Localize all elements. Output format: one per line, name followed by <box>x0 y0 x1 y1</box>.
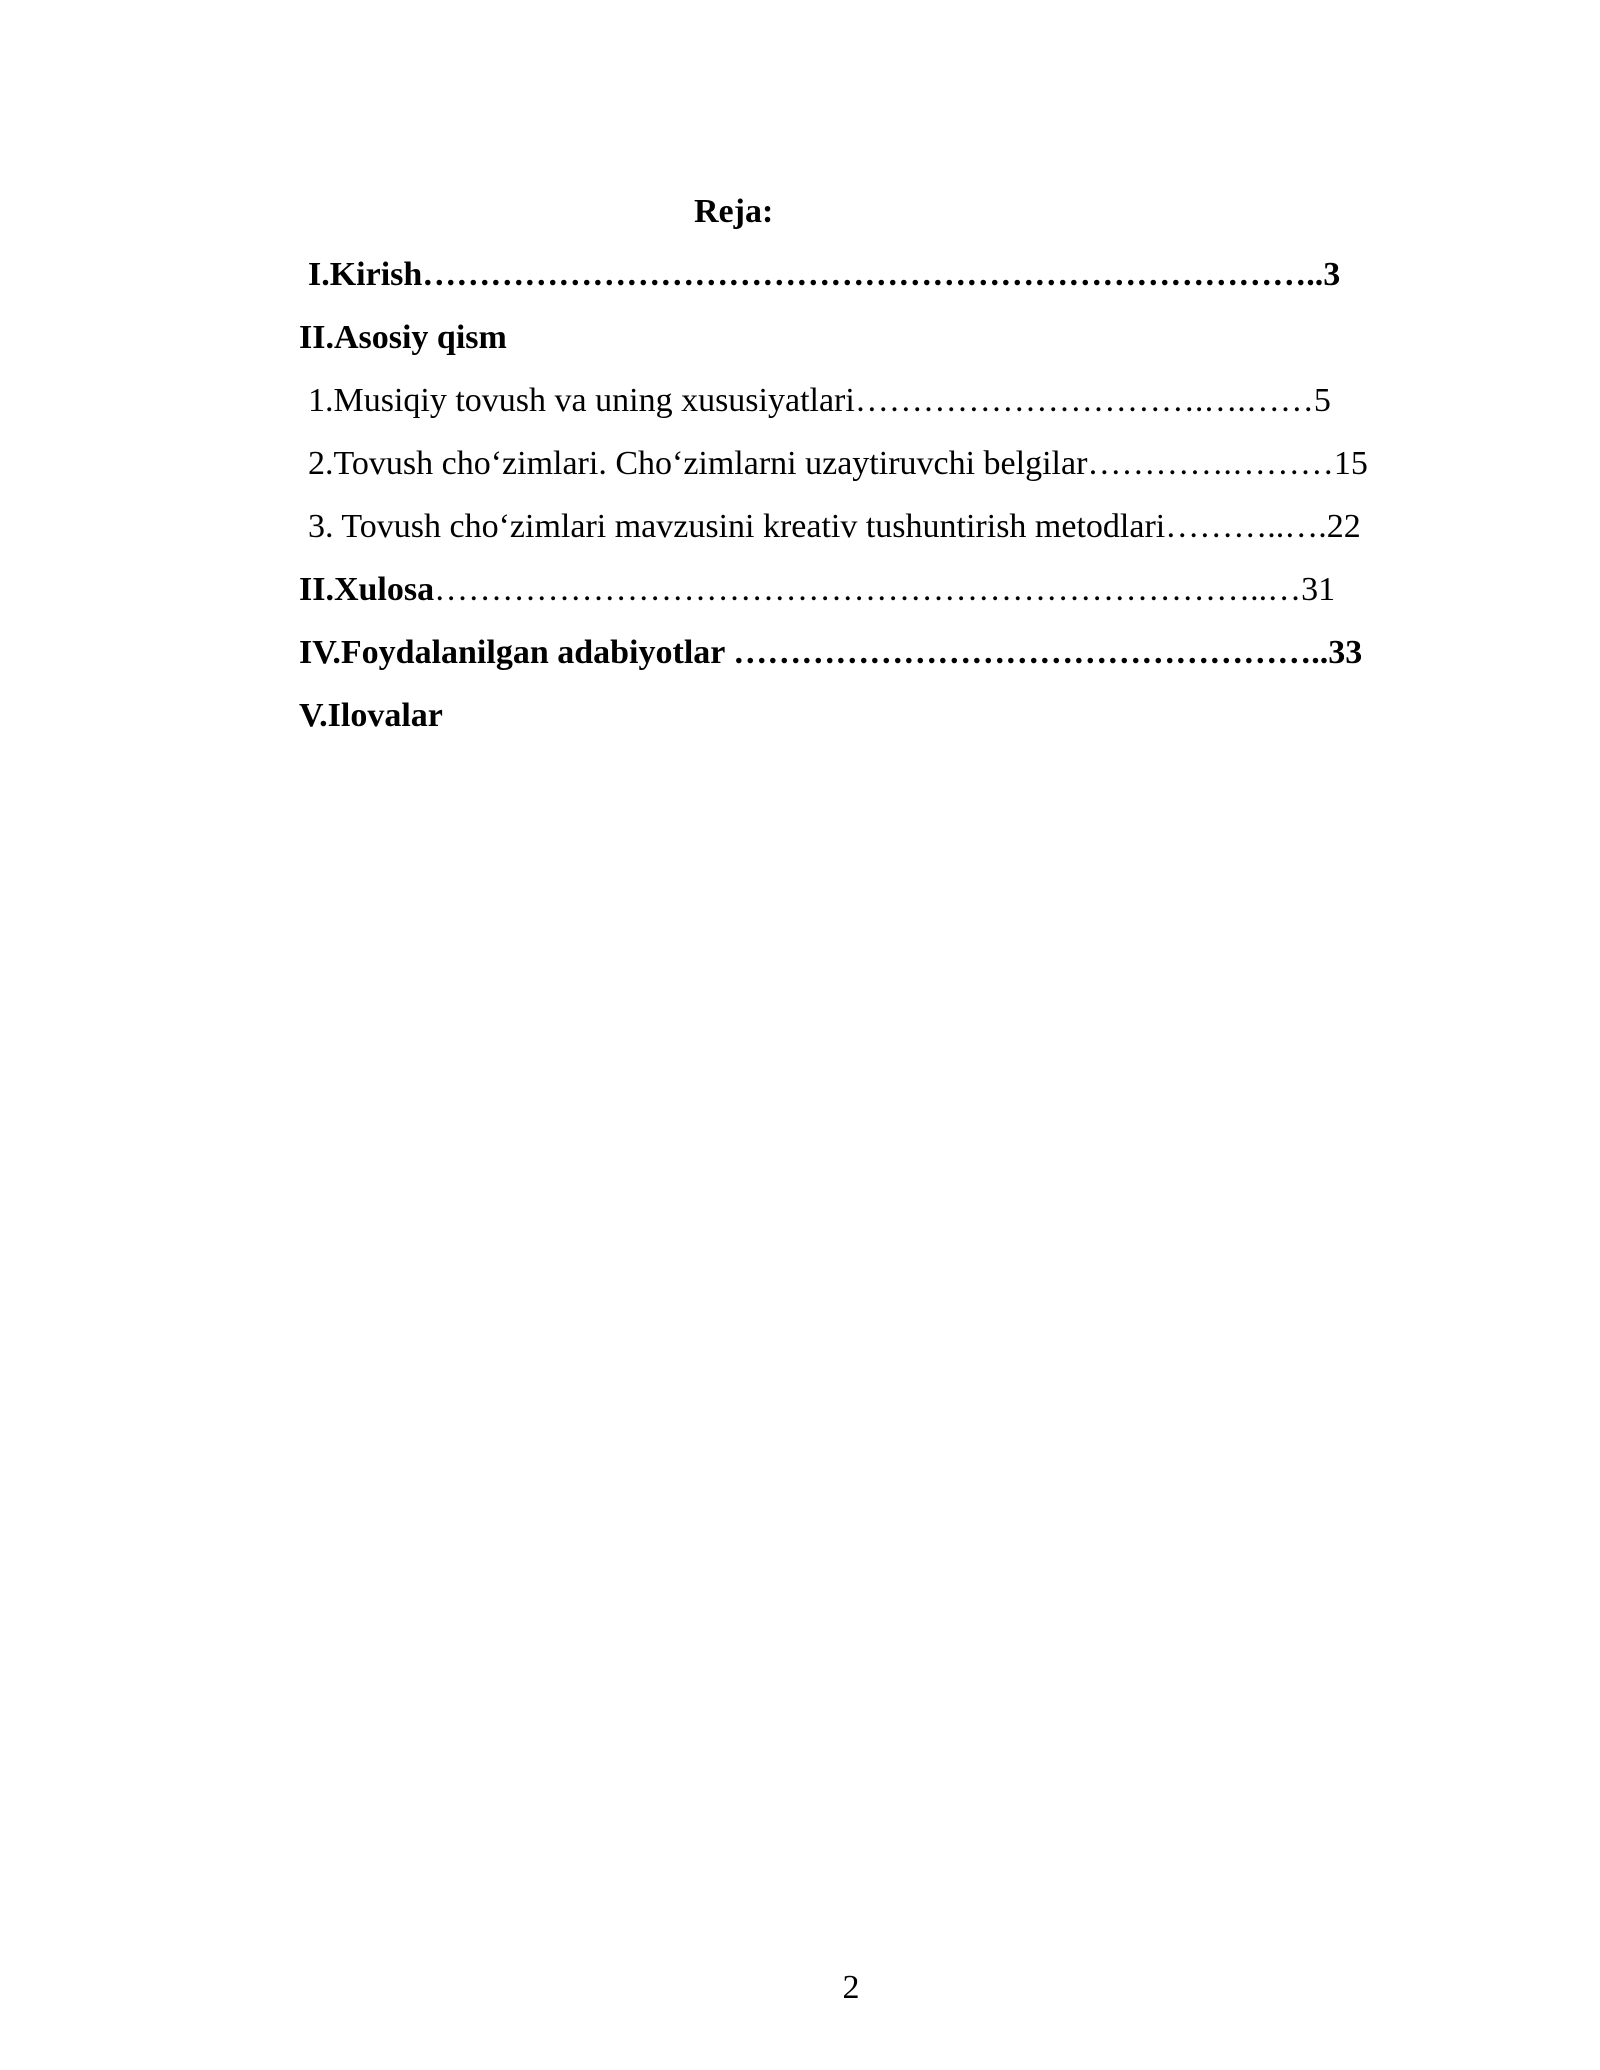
toc-subitem-2: 2.Tovush cho‘zimlari. Cho‘zimlarni uzaytiruvchi belgilar………….………15 <box>308 445 1368 482</box>
toc-title: Reja: <box>694 193 774 230</box>
toc-item-xulosa <box>299 568 1335 612</box>
toc-subitem-1: 1.Musiqiy tovush va uning xususiyatlari………………………….….……5 <box>308 382 1331 419</box>
toc-item-xulosa-leader: ………………………………………………………………..…31 <box>434 571 1336 608</box>
toc-subitem-3: 3. Tovush cho‘zimlari mavzusini kreativ tushuntirish metodlari………..….22 <box>308 508 1361 545</box>
toc-item-ilovalar: V.Ilovalar <box>299 697 443 734</box>
page-number: 2 <box>842 1969 860 2006</box>
toc-item-adabiyotlar: IV.Foydalanilgan adabiyotlar ……………………………………………..33 <box>299 634 1363 671</box>
toc-item-xulosa-label: II.Xulosa <box>299 571 435 608</box>
toc-item-asosiy-qism: II.Asosiy qism <box>299 319 507 356</box>
toc-item-kirish: I.Kirish……………………………………………………………………..3 <box>308 256 1341 293</box>
